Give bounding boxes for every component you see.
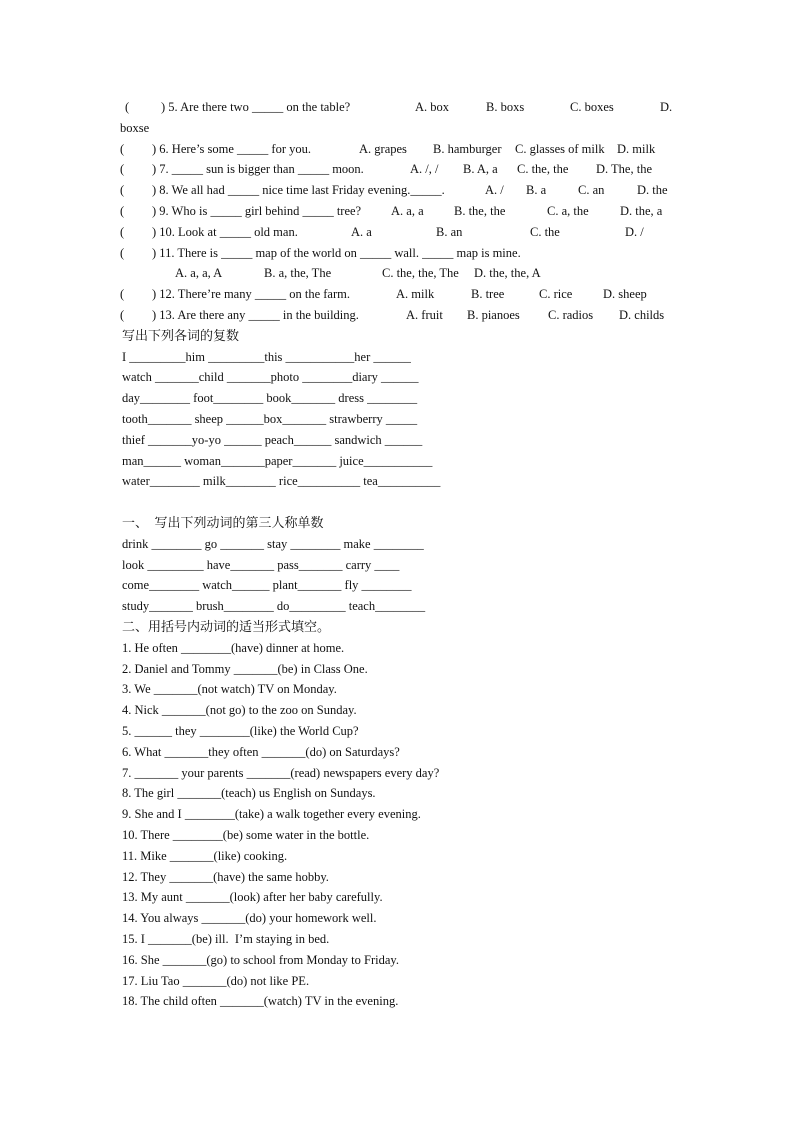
option-d: D. <box>660 100 673 114</box>
fill-item: 9. She and I ________(take) a walk together every evening. <box>122 807 421 821</box>
option-b: B. hamburger <box>433 142 502 156</box>
answer-paren: ( <box>125 100 130 114</box>
fill-item: 16. She _______(go) to school from Monday to Friday. <box>122 953 399 967</box>
option-d: D. / <box>625 225 644 239</box>
option-c: C. glasses of milk <box>515 142 605 156</box>
option-b: B. tree <box>471 287 505 301</box>
option-b: B. A, a <box>463 162 498 176</box>
fill-item: 5. ______ they ________(like) the World Cup? <box>122 724 359 738</box>
fill-item: 18. The child often _______(watch) TV in the evening. <box>122 994 399 1008</box>
plural-section-heading: 写出下列各词的复数 <box>122 328 240 343</box>
option-d-wrap: boxse <box>120 121 150 135</box>
fill-item: 7. _______ your parents _______(read) newspapers every day? <box>122 766 440 780</box>
option-b: B. a, the, The <box>264 266 332 280</box>
third-person-row: look _________ have_______ pass_______ carry ____ <box>122 558 400 572</box>
plural-row: watch _______child _______photo ________diary ______ <box>122 370 419 384</box>
option-a: A. box <box>415 100 450 114</box>
question-stem: ) 9. Who is _____ girl behind _____ tree? <box>152 204 362 218</box>
question-stem: ) 7. _____ sun is bigger than _____ moon. <box>152 162 364 176</box>
option-c: C. boxes <box>570 100 614 114</box>
option-a: A. grapes <box>359 142 407 156</box>
question-stem: ) 5. Are there two _____ on the table? <box>161 100 351 114</box>
fill-item: 8. The girl _______(teach) us English on Sundays. <box>122 786 376 800</box>
fill-item: 6. What _______they often _______(do) on Saturdays? <box>122 745 400 759</box>
question-stem: ) 13. Are there any _____ in the building. <box>152 308 359 322</box>
question-stem: ) 11. There is _____ map of the world on _____ wall. _____ map is mine. <box>152 246 521 260</box>
option-a: A. a, a <box>391 204 424 218</box>
option-c: C. an <box>578 183 605 197</box>
option-a: A. fruit <box>406 308 443 322</box>
option-c: C. the <box>530 225 560 239</box>
fill-section-heading: 二、用括号内动词的适当形式填空。 <box>122 619 331 634</box>
option-b: B. an <box>436 225 463 239</box>
fill-item: 12. They _______(have) the same hobby. <box>122 870 329 884</box>
option-c: C. the, the, The <box>382 266 459 280</box>
option-c: C. rice <box>539 287 573 301</box>
option-d: D. The, the <box>596 162 653 176</box>
fill-item: 11. Mike _______(like) cooking. <box>122 849 288 863</box>
third-person-row: come________ watch______ plant_______ fly ________ <box>122 578 412 592</box>
question-stem: ) 8. We all had _____ nice time last Friday evening._____. <box>152 183 445 197</box>
option-c: C. radios <box>548 308 594 322</box>
plural-row: tooth_______ sheep ______box_______ strawberry _____ <box>122 412 418 426</box>
question-stem: ) 12. There’re many _____ on the farm. <box>152 287 350 301</box>
option-b: B. pianoes <box>467 308 520 322</box>
third-person-row: study_______ brush________ do_________ teach________ <box>122 599 426 613</box>
plural-row: day________ foot________ book_______ dress ________ <box>122 391 418 405</box>
fill-item: 13. My aunt _______(look) after her baby carefully. <box>122 890 383 904</box>
option-a: A. / <box>485 183 504 197</box>
third-person-row: drink ________ go _______ stay ________ make ________ <box>122 537 424 551</box>
option-a: A. a, a, A <box>175 266 223 280</box>
fill-item: 1. He often ________(have) dinner at home. <box>122 641 345 655</box>
option-d: D. milk <box>617 142 656 156</box>
fill-item: 2. Daniel and Tommy _______(be) in Class One. <box>122 662 368 676</box>
plural-row: thief _______yo-yo ______ peach______ sandwich ______ <box>122 433 423 447</box>
answer-paren: ( <box>120 162 125 176</box>
option-b: B. boxs <box>486 100 525 114</box>
option-a: A. /, / <box>410 162 439 176</box>
fill-item: 15. I _______(be) ill. I’m staying in bed. <box>122 932 330 946</box>
fill-item: 3. We _______(not watch) TV on Monday. <box>122 682 337 696</box>
plural-row: water________ milk________ rice__________ tea__________ <box>122 474 441 488</box>
option-a: A. milk <box>396 287 435 301</box>
answer-paren: ( <box>120 246 125 260</box>
option-b: B. a <box>526 183 547 197</box>
plural-row: I _________him _________this ___________her ______ <box>122 350 411 364</box>
option-a: A. a <box>351 225 372 239</box>
fill-item: 14. You always _______(do) your homework well. <box>122 911 377 925</box>
fill-item: 10. There ________(be) some water in the bottle. <box>122 828 370 842</box>
option-d: D. the, a <box>620 204 663 218</box>
question-stem: ) 10. Look at _____ old man. <box>152 225 298 239</box>
option-d: D. sheep <box>603 287 647 301</box>
option-d: D. the, the, A <box>474 266 541 280</box>
answer-paren: ( <box>120 183 125 197</box>
question-stem: ) 6. Here’s some _____ for you. <box>152 142 311 156</box>
answer-paren: ( <box>120 142 125 156</box>
option-c: C. the, the <box>517 162 569 176</box>
answer-paren: ( <box>120 287 125 301</box>
option-d: D. childs <box>619 308 665 322</box>
fill-item: 4. Nick _______(not go) to the zoo on Sunday. <box>122 703 357 717</box>
third-person-section-heading: 一、 写出下列动词的第三人称单数 <box>122 515 324 530</box>
answer-paren: ( <box>120 225 125 239</box>
fill-item: 17. Liu Tao _______(do) not like PE. <box>122 974 310 988</box>
plural-row: man______ woman_______paper_______ juice___________ <box>122 454 433 468</box>
answer-paren: ( <box>120 204 125 218</box>
option-d: D. the <box>637 183 668 197</box>
option-b: B. the, the <box>454 204 506 218</box>
option-c: C. a, the <box>547 204 589 218</box>
answer-paren: ( <box>120 308 125 322</box>
